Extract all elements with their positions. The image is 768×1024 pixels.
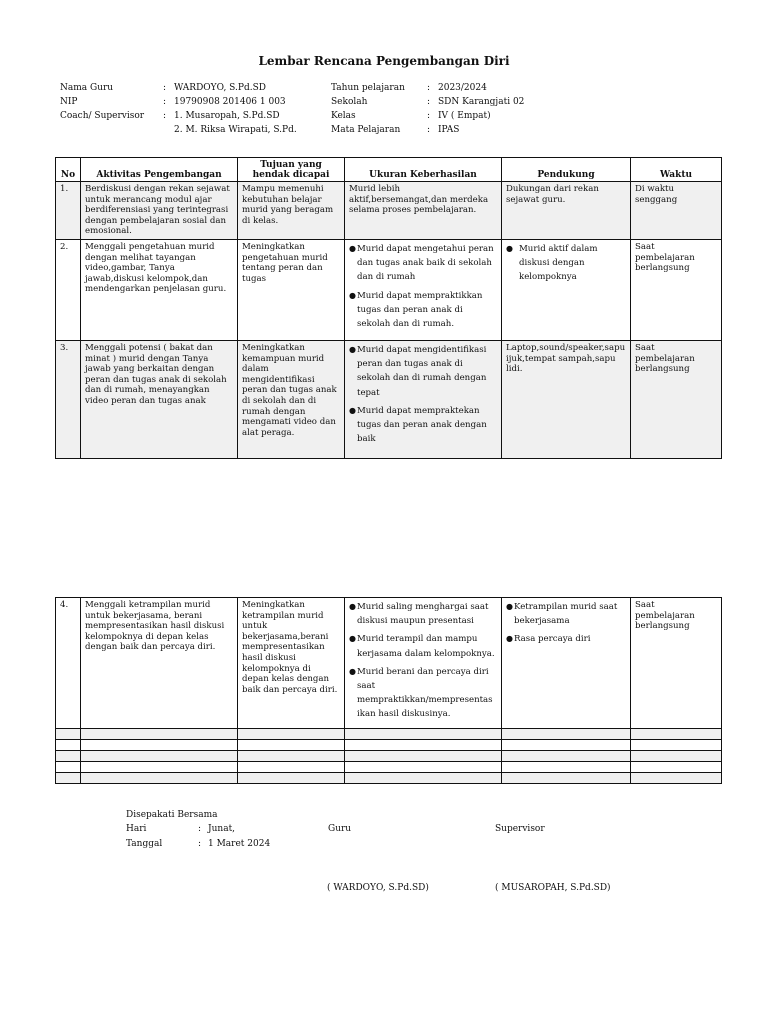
info-label: Kelas	[331, 111, 356, 121]
school-info	[331, 81, 524, 137]
info-label: Coach/ Supervisor	[60, 111, 145, 121]
info-row-coach-2	[60, 123, 297, 137]
cell-pendukung: Dukungan dari rekan sejawat guru.	[502, 182, 631, 240]
list-item	[349, 665, 497, 722]
info-value: SDN Karangjati 02	[438, 97, 525, 107]
info-colon: :	[163, 83, 167, 93]
cell-aktivitas: Menggali potensi ( bakat dan minat ) murid dengan Tanya jawab yang berkaitan dengan peran dan tugas anak di sekolah dan di rumah, menayangkan video peran dan tugas anak	[81, 341, 238, 459]
table-row	[56, 240, 722, 341]
cell-no: 3.	[56, 341, 81, 459]
info-value: 19790908 201406 1 003	[174, 97, 286, 107]
info-label: Tahun pelajaran	[331, 83, 405, 93]
list-item	[349, 404, 497, 447]
list-item	[349, 242, 497, 285]
info-label: NIP	[60, 97, 78, 107]
info-row-coach	[60, 109, 297, 123]
hari-colon: :	[198, 824, 202, 834]
list-item-text: Murid dapat mempraktekan tugas dan peran anak dengan baik	[357, 405, 487, 445]
info-row-mapel	[331, 123, 524, 137]
list-item-text: Murid aktif dalam diskusi dengan kelompoknya	[519, 244, 598, 283]
list-item	[506, 632, 626, 646]
cell-tujuan: Meningkatkan ketrampilan murid untuk bekerjasama,berani mempresentasikan hasil diskusi kelompoknya di depan kelas dengan baik dan percaya diri.	[238, 598, 345, 729]
list-item	[349, 600, 497, 628]
cell-waktu: Saat pembelajaran berlangsung	[631, 598, 722, 729]
empty-row	[56, 750, 722, 761]
bullet-icon: ●	[349, 290, 356, 300]
info-row-nip	[60, 95, 297, 109]
info-colon: :	[427, 97, 431, 107]
tanggal-label: Tanggal	[126, 839, 163, 849]
agreed-label: Disepakati Bersama	[126, 810, 218, 820]
cell-no: 2.	[56, 240, 81, 341]
list-item-text: Ketrampilan murid saat bekerjasama	[514, 602, 618, 627]
page-title: Lembar Rencana Pengembangan Diri	[258, 54, 510, 68]
header-no: No	[56, 158, 81, 182]
cell-waktu: Saat pembelajaran berlangsung	[631, 341, 722, 459]
info-row-kelas	[331, 109, 524, 123]
cell-no: 4.	[56, 598, 81, 729]
bullet-icon: ●	[349, 405, 356, 415]
info-value: IPAS	[438, 125, 460, 135]
tanggal-value: 1 Maret 2024	[208, 839, 271, 849]
info-value: WARDOYO, S.Pd.SD	[174, 83, 266, 93]
info-colon: :	[163, 97, 167, 107]
supervisor-label: Supervisor	[495, 824, 545, 834]
cell-pendukung	[502, 240, 631, 341]
hari-value: Junat,	[208, 824, 236, 834]
header-aktivitas: Aktivitas Pengembangan	[81, 158, 238, 182]
info-label: Mata Pelajaran	[331, 125, 401, 135]
bullet-icon: ●	[506, 244, 513, 253]
empty-row	[56, 739, 722, 750]
bullet-icon: ●	[349, 602, 356, 611]
list-item	[349, 343, 497, 400]
bullet-icon: ●	[506, 602, 513, 611]
cell-pendukung: Laptop,sound/speaker,sapu ijuk,tempat sampah,sapu lidi.	[502, 341, 631, 459]
list-item	[506, 242, 626, 285]
table-row	[56, 182, 722, 240]
table-header-row	[56, 158, 722, 182]
info-row-nama-guru	[60, 81, 297, 95]
guru-label: Guru	[328, 824, 352, 834]
list-item-text: Murid berani dan percaya diri saat mempraktikkan/mempresentas ikan hasil diskusinya.	[357, 666, 493, 720]
info-value: 2. M. Riksa Wirapati, S.Pd.	[174, 125, 297, 135]
cell-pendukung	[502, 598, 631, 729]
list-item-text: Murid dapat mengidentifikasi peran dan tugas anak di sekolah dan di rumah dengan tepat	[357, 345, 487, 398]
hari-label: Hari	[126, 824, 147, 834]
cell-ukuran	[345, 341, 502, 459]
guru-signature-name: ( WARDOYO, S.Pd.SD)	[327, 883, 429, 893]
list-item-text: Rasa percaya diri	[514, 634, 591, 645]
cell-waktu: Saat pembelajaran berlangsung	[631, 240, 722, 341]
header-pendukung: Pendukung	[502, 158, 631, 182]
info-label	[60, 123, 163, 137]
empty-row	[56, 761, 722, 772]
empty-row	[56, 728, 722, 739]
info-row-tahun	[331, 81, 524, 95]
teacher-info	[60, 81, 297, 137]
info-colon: :	[427, 125, 431, 135]
cell-aktivitas: Berdiskusi dengan rekan sejawat untuk merancang modul ajar berdiferensiasi yang terintegrasi dengan pembelajaran sosial dan emosional.	[81, 182, 238, 240]
tanggal-colon: :	[198, 839, 202, 849]
info-value: 2023/2024	[438, 83, 487, 93]
cell-ukuran: Murid lebih aktif,bersemangat,dan merdeka selama proses pembelajaran.	[345, 182, 502, 240]
cell-no: 1.	[56, 182, 81, 240]
bullet-icon: ●	[349, 244, 356, 253]
cell-tujuan: Mampu memenuhi kebutuhan belajar murid yang beragam di kelas.	[238, 182, 345, 240]
header-tujuan: Tujuan yang hendak dicapai	[238, 158, 345, 182]
table-row	[56, 341, 722, 459]
supervisor-signature-name: ( MUSAROPAH, S.Pd.SD)	[495, 883, 611, 893]
bullet-icon: ●	[349, 345, 356, 354]
cell-tujuan: Meningkatkan kemampuan murid dalam mengidentifikasi peran dan tugas anak di sekolah dan di rumah dengan mengamati video dan alat peraga.	[238, 341, 345, 459]
info-label: Nama Guru	[60, 83, 114, 93]
header-ukuran: Ukuran Keberhasilan	[345, 158, 502, 182]
list-item	[349, 289, 497, 332]
list-item	[349, 632, 497, 660]
info-row-sekolah	[331, 95, 524, 109]
info-value: 1. Musaropah, S.Pd.SD	[174, 111, 280, 121]
development-plan-table	[55, 157, 722, 459]
info-label: Sekolah	[331, 97, 368, 107]
list-item	[506, 600, 626, 628]
cell-aktivitas: Menggali ketrampilan murid untuk bekerjasama, berani mempresentasikan hasil diskusi kelompoknya di depan kelas dengan baik dan percaya diri.	[81, 598, 238, 729]
info-colon: :	[427, 111, 431, 121]
table-row	[56, 598, 722, 729]
list-item-text: Murid saling menghargai saat diskusi maupun presentasi	[357, 602, 489, 627]
list-item-text: Murid dapat mengetahui peran dan tugas anak baik di sekolah dan di rumah	[357, 244, 494, 283]
cell-waktu: Di waktu senggang	[631, 182, 722, 240]
cell-ukuran	[345, 598, 502, 729]
empty-row	[56, 772, 722, 783]
cell-aktivitas: Menggali pengetahuan murid dengan melihat tayangan video,gambar, Tanya jawab,diskusi kelompok,dan mendengarkan penjelasan guru.	[81, 240, 238, 341]
header-waktu: Waktu	[631, 158, 722, 182]
cell-tujuan: Meningkatkan pengetahuan murid tentang peran dan tugas	[238, 240, 345, 341]
bullet-icon: ●	[506, 634, 513, 644]
info-colon: :	[163, 111, 167, 121]
bullet-icon: ●	[349, 666, 356, 676]
info-colon: :	[427, 83, 431, 93]
development-plan-table-continued	[55, 597, 722, 784]
info-value: IV ( Empat)	[438, 111, 491, 121]
cell-ukuran	[345, 240, 502, 341]
list-item-text: Murid terampil dan mampu kerjasama dalam kelompoknya.	[357, 634, 495, 659]
bullet-icon: ●	[349, 634, 356, 644]
list-item-text: Murid dapat mempraktikkan tugas dan peran anak di sekolah dan di rumah.	[357, 290, 483, 330]
